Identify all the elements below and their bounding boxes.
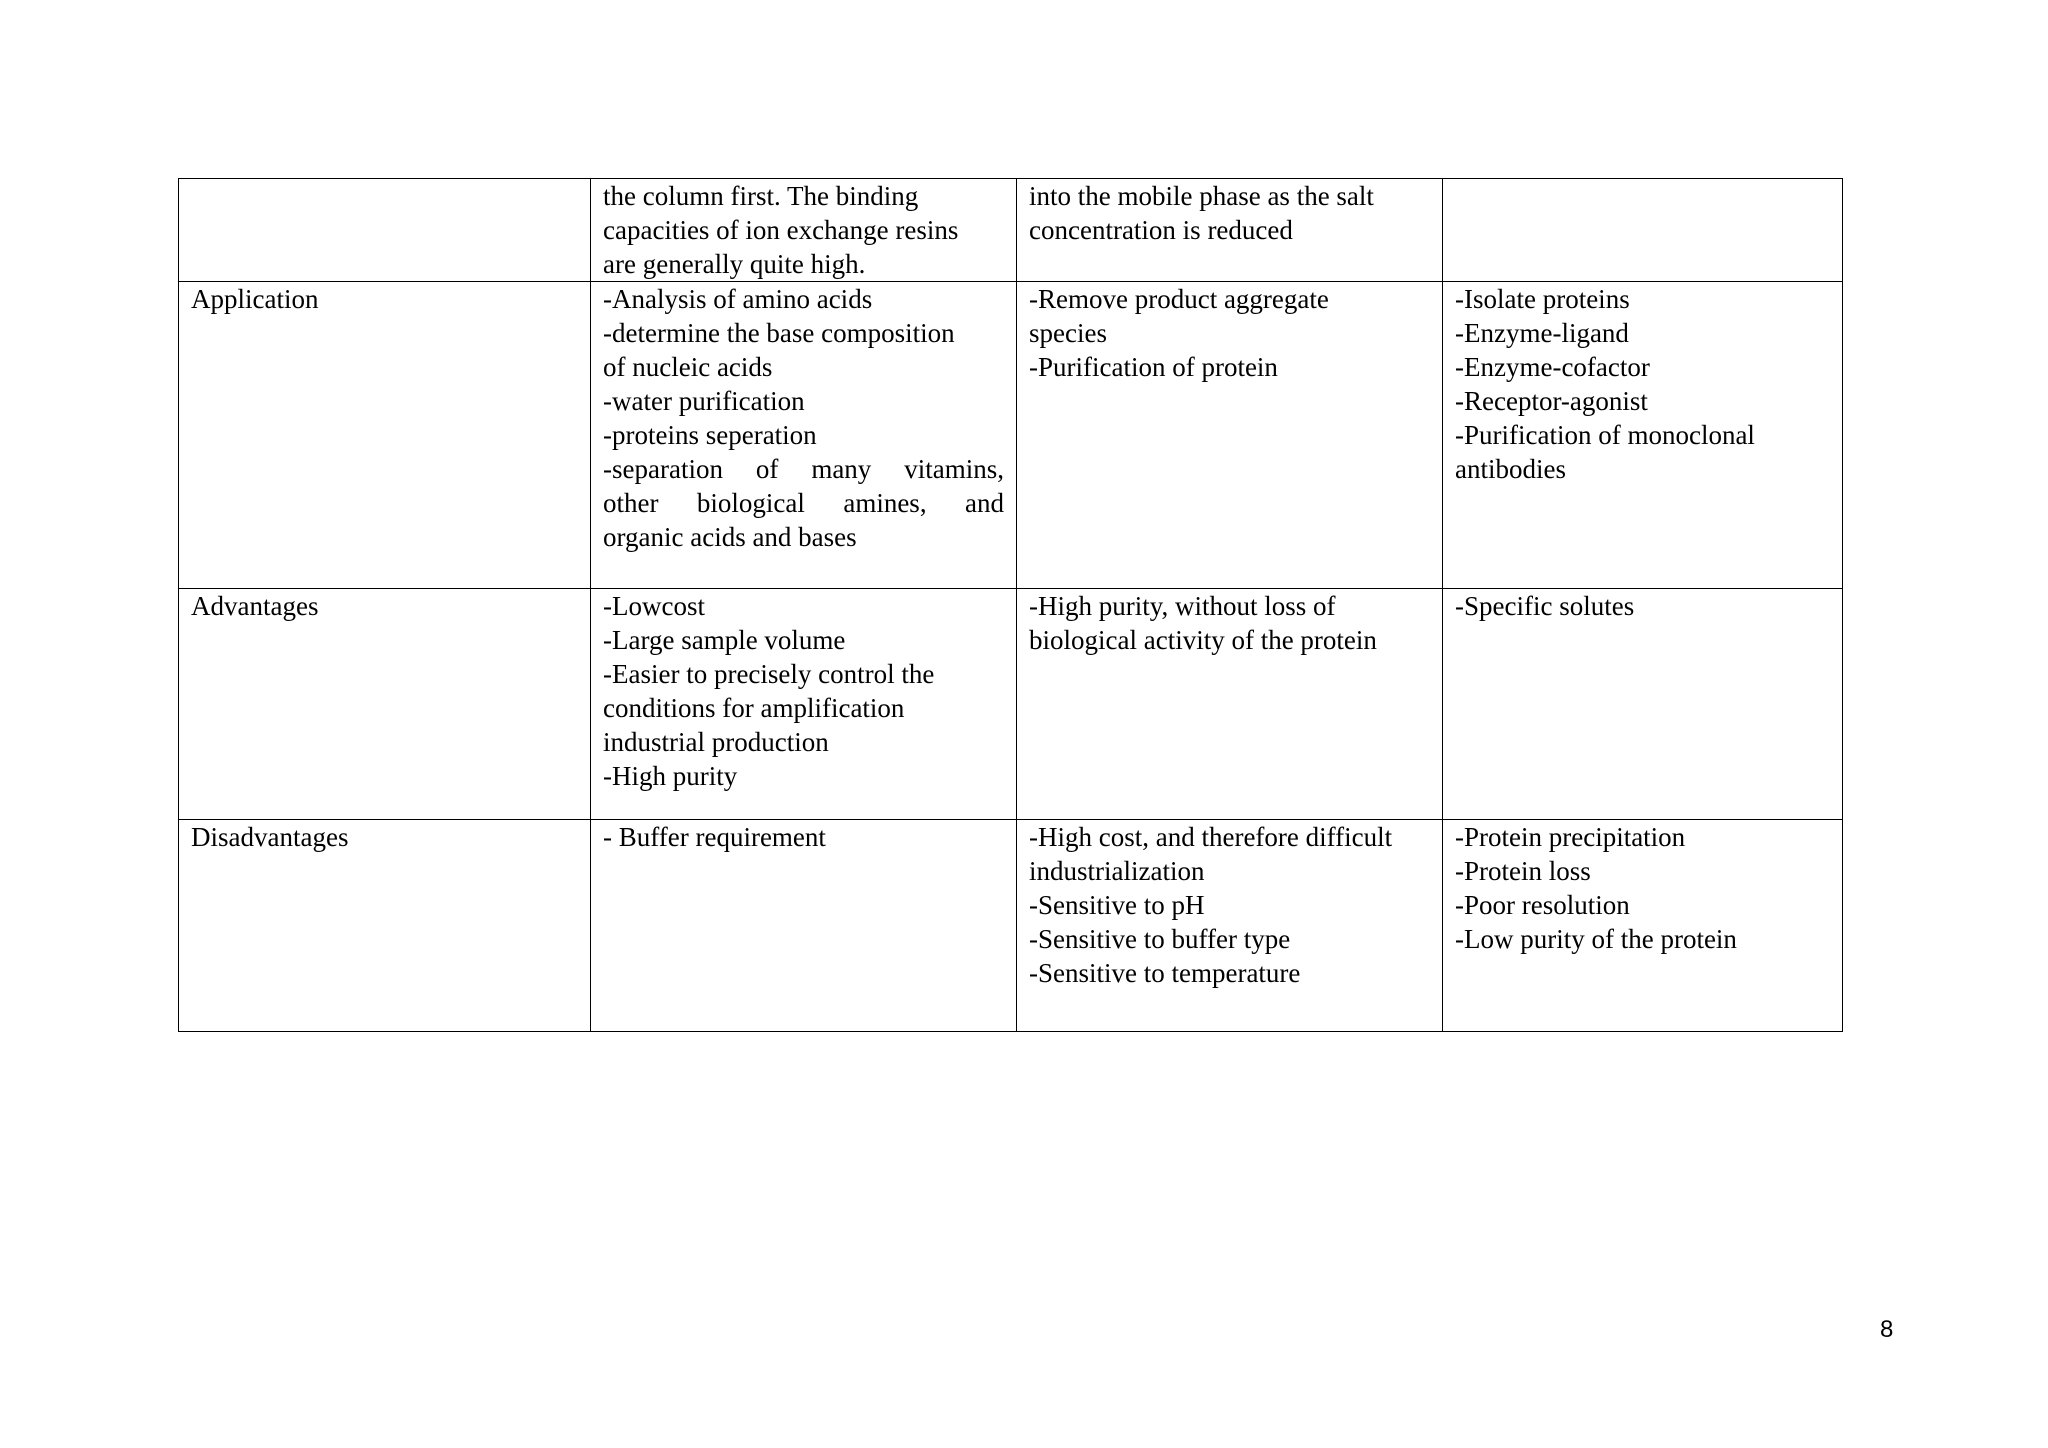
cell-line: -Sensitive to temperature — [1029, 958, 1301, 988]
cell-line: -High cost, and therefore difficult — [1029, 822, 1393, 852]
row-label-cell — [179, 589, 591, 820]
cell-line: into the mobile phase as the salt — [1029, 181, 1374, 211]
cell-line: organic acids and bases — [603, 522, 857, 552]
cell-line: -water purification — [603, 386, 805, 416]
cell-line: conditions for amplification — [603, 693, 905, 723]
column-c-cell — [1443, 282, 1843, 589]
cell-line: -proteins seperation — [603, 420, 817, 450]
cell-line: -Receptor-agonist — [1455, 386, 1648, 416]
cell-line: -Purification of protein — [1029, 352, 1278, 382]
cell-line: - Buffer requirement — [603, 822, 826, 852]
cell-line: -Isolate proteins — [1455, 284, 1630, 314]
cell-line: are generally quite high. — [603, 249, 866, 279]
cell-line: of nucleic acids — [603, 352, 773, 382]
cell-line: -determine the base composition — [603, 318, 955, 348]
table-row-advantages — [179, 589, 1843, 820]
cell-line: -Enzyme-ligand — [1455, 318, 1629, 348]
cell-line: -Sensitive to pH — [1029, 890, 1205, 920]
column-a-cell — [591, 820, 1017, 1032]
row-label: Application — [191, 284, 319, 314]
cell-line: -Lowcost — [603, 591, 705, 621]
cell-line: -Specific solutes — [1455, 591, 1635, 621]
row-label: Advantages — [191, 591, 319, 621]
cell-line: -Large sample volume — [603, 625, 846, 655]
cell-line: -Analysis of amino acids — [603, 284, 873, 314]
cell-line: -Protein loss — [1455, 856, 1591, 886]
row-label-cell — [179, 282, 591, 589]
column-b-cell — [1017, 282, 1443, 589]
cell-line: concentration is reduced — [1029, 215, 1293, 245]
table-row-disadvantages — [179, 820, 1843, 1032]
column-a-cell — [591, 589, 1017, 820]
table-row-continuation — [179, 179, 1843, 282]
row-label-cell — [179, 820, 591, 1032]
column-a-cell — [591, 179, 1017, 282]
cell-line: industrialization — [1029, 856, 1205, 886]
cell-line: industrial production — [603, 727, 829, 757]
cell-line: -Poor resolution — [1455, 890, 1630, 920]
table-row-application — [179, 282, 1843, 589]
cell-line: -Remove product aggregate — [1029, 284, 1329, 314]
cell-line: -High purity — [603, 761, 738, 791]
cell-line: biological activity of the protein — [1029, 625, 1377, 655]
cell-line: antibodies — [1455, 454, 1566, 484]
cell-line: species — [1029, 318, 1107, 348]
column-b-cell — [1017, 179, 1443, 282]
cell-line: other biological amines, and — [603, 488, 1004, 518]
cell-line: -Low purity of the protein — [1455, 924, 1737, 954]
cell-line: capacities of ion exchange resins — [603, 215, 959, 245]
cell-line: -High purity, without loss of — [1029, 591, 1336, 621]
cell-line: -Purification of monoclonal — [1455, 420, 1755, 450]
column-c-cell — [1443, 179, 1843, 282]
cell-line: -Protein precipitation — [1455, 822, 1686, 852]
cell-line: -Sensitive to buffer type — [1029, 924, 1291, 954]
cell-line: -Easier to precisely control the — [603, 659, 935, 689]
column-b-cell — [1017, 589, 1443, 820]
comparison-table — [178, 178, 1843, 1032]
row-label-cell — [179, 179, 591, 282]
row-label: Disadvantages — [191, 822, 349, 852]
cell-line: -separation of many vitamins, — [603, 454, 1004, 484]
column-c-cell — [1443, 589, 1843, 820]
column-b-cell — [1017, 820, 1443, 1032]
column-a-cell — [591, 282, 1017, 589]
column-c-cell — [1443, 820, 1843, 1032]
cell-line: -Enzyme-cofactor — [1455, 352, 1650, 382]
page-number: 8 — [1880, 1316, 1894, 1343]
cell-line: the column first. The binding — [603, 181, 919, 211]
